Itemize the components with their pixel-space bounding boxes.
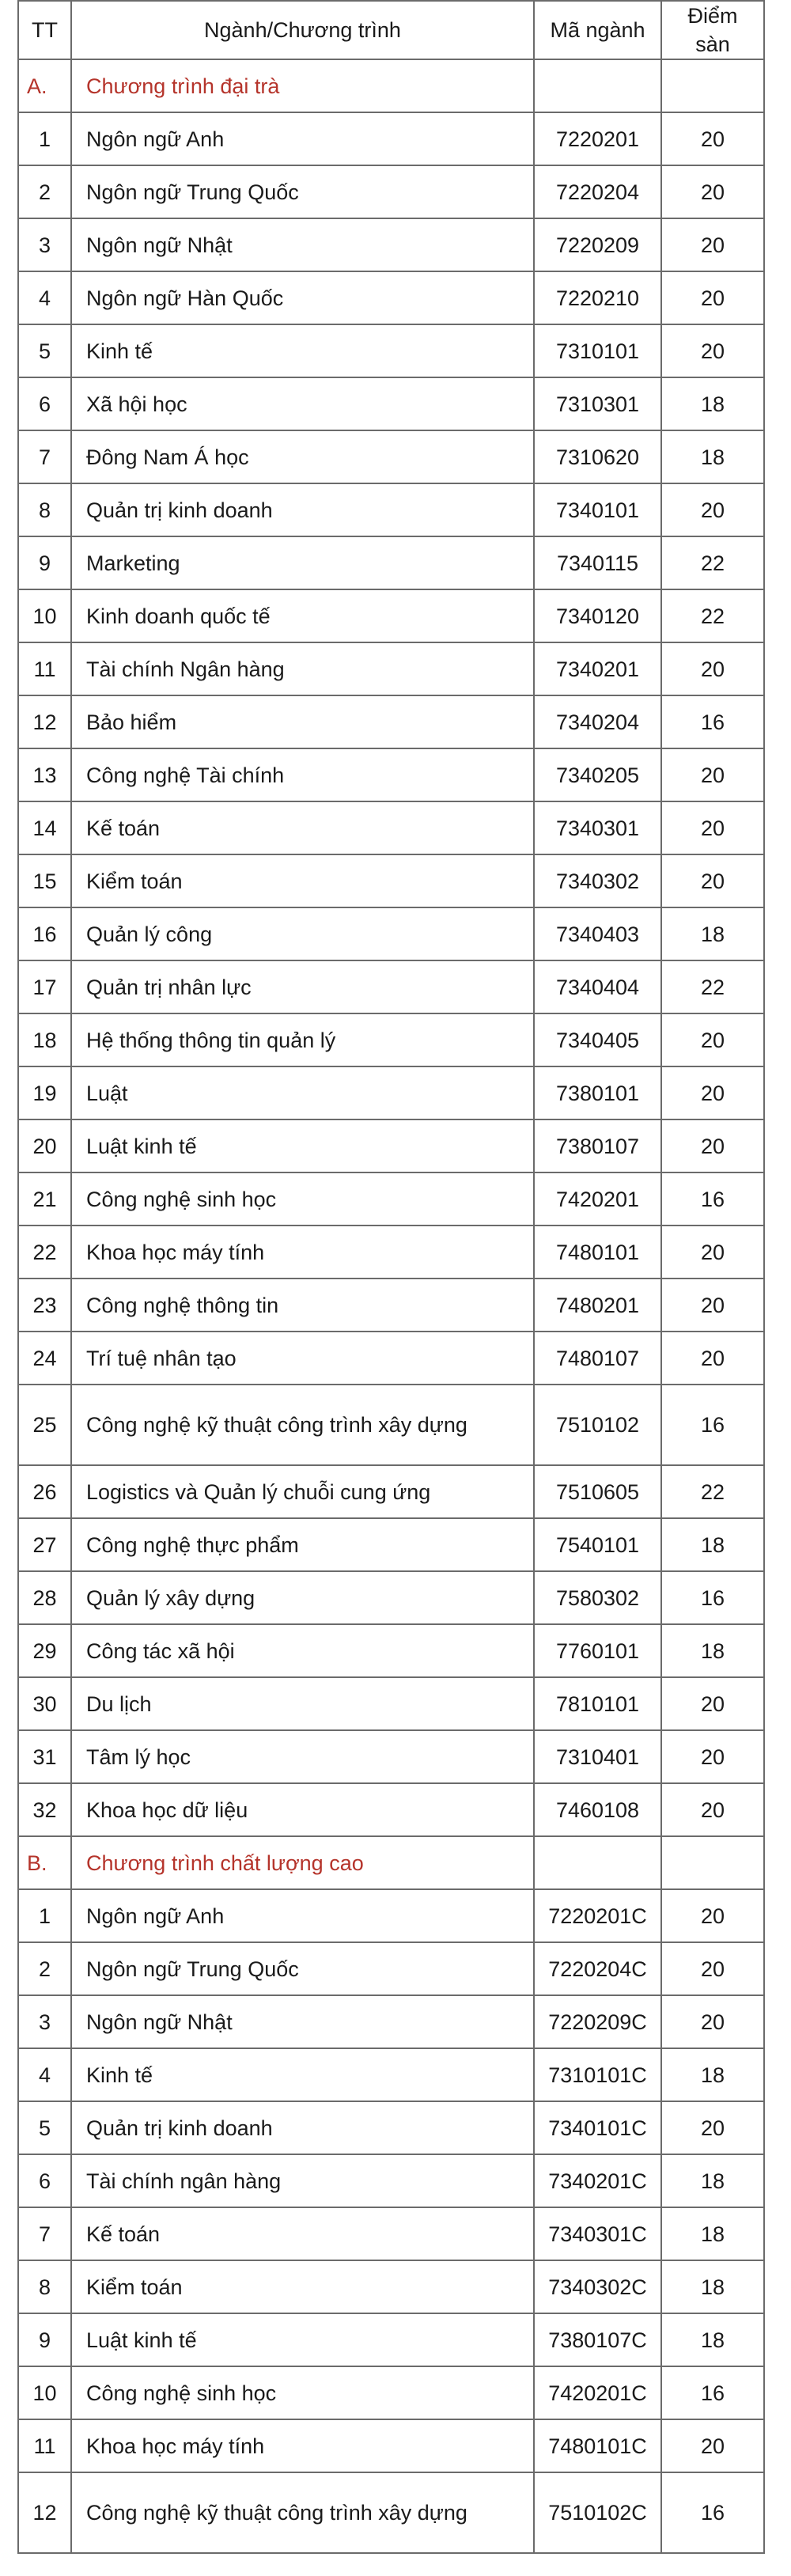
program-name: Khoa học dữ liệu [71, 1783, 534, 1836]
program-code: 7480101 [534, 1225, 661, 1279]
min-score: 18 [661, 2207, 764, 2260]
program-code: 7810101 [534, 1677, 661, 1730]
section-code-empty [534, 59, 661, 112]
program-code: 7420201 [534, 1172, 661, 1225]
program-name: Tài chính ngân hàng [71, 2154, 534, 2207]
min-score: 18 [661, 430, 764, 483]
row-number: 4 [18, 271, 71, 324]
table-row [18, 1119, 764, 1172]
min-score: 20 [661, 1995, 764, 2048]
row-number: 11 [18, 642, 71, 695]
program-name: Ngôn ngữ Nhật [71, 218, 534, 271]
table-row [18, 854, 764, 907]
program-code: 7340204 [534, 695, 661, 748]
program-name: Khoa học máy tính [71, 1225, 534, 1279]
program-name: Kế toán [71, 2207, 534, 2260]
table-row [18, 907, 764, 960]
min-score: 16 [661, 1172, 764, 1225]
min-score: 20 [661, 112, 764, 165]
program-name: Kiểm toán [71, 854, 534, 907]
program-code: 7340201 [534, 642, 661, 695]
program-code: 7480107 [534, 1332, 661, 1385]
row-number: 29 [18, 1624, 71, 1677]
program-code: 7510102 [534, 1385, 661, 1465]
program-name: Hệ thống thông tin quản lý [71, 1013, 534, 1066]
program-name: Ngôn ngữ Anh [71, 1889, 534, 1942]
min-score: 18 [661, 2048, 764, 2101]
row-number: 20 [18, 1119, 71, 1172]
program-code: 7310101C [534, 2048, 661, 2101]
program-name: Đông Nam Á học [71, 430, 534, 483]
min-score: 20 [661, 1677, 764, 1730]
table-row [18, 1730, 764, 1783]
row-number: 18 [18, 1013, 71, 1066]
row-number: 21 [18, 1172, 71, 1225]
table-row [18, 1172, 764, 1225]
min-score: 20 [661, 1225, 764, 1279]
row-number: 19 [18, 1066, 71, 1119]
row-number: 15 [18, 854, 71, 907]
table-row [18, 1624, 764, 1677]
row-number: 14 [18, 801, 71, 854]
program-code: 7480201 [534, 1279, 661, 1332]
score-table [17, 0, 765, 2554]
program-code: 7340115 [534, 536, 661, 589]
table-row [18, 2472, 764, 2553]
table-row [18, 324, 764, 377]
min-score: 20 [661, 801, 764, 854]
table-row [18, 1225, 764, 1279]
row-number: 26 [18, 1465, 71, 1518]
row-number: 10 [18, 589, 71, 642]
min-score: 18 [661, 2313, 764, 2366]
table-row [18, 1066, 764, 1119]
min-score: 20 [661, 218, 764, 271]
program-name: Công nghệ thực phẩm [71, 1518, 534, 1571]
header-code: Mã ngành [534, 1, 661, 59]
program-name: Marketing [71, 536, 534, 589]
row-number: 31 [18, 1730, 71, 1783]
program-name: Kế toán [71, 801, 534, 854]
row-number: 28 [18, 1571, 71, 1624]
program-code: 7220209C [534, 1995, 661, 2048]
program-code: 7510102C [534, 2472, 661, 2553]
program-name: Quản trị nhân lực [71, 960, 534, 1013]
table-row [18, 377, 764, 430]
min-score: 20 [661, 1942, 764, 1995]
min-score: 20 [661, 2101, 764, 2154]
header-row [18, 1, 764, 59]
program-name: Kiểm toán [71, 2260, 534, 2313]
min-score: 20 [661, 1783, 764, 1836]
row-number: 22 [18, 1225, 71, 1279]
program-code: 7340403 [534, 907, 661, 960]
section-title: Chương trình chất lượng cao [71, 1836, 534, 1889]
min-score: 18 [661, 1518, 764, 1571]
program-name: Quản lý xây dựng [71, 1571, 534, 1624]
table-row [18, 430, 764, 483]
min-score: 20 [661, 1730, 764, 1783]
program-code: 7220201C [534, 1889, 661, 1942]
table-row [18, 589, 764, 642]
program-name: Công nghệ thông tin [71, 1279, 534, 1332]
table-row [18, 2048, 764, 2101]
row-number: 24 [18, 1332, 71, 1385]
program-code: 7340205 [534, 748, 661, 801]
program-code: 7380107C [534, 2313, 661, 2366]
program-code: 7510605 [534, 1465, 661, 1518]
table-row [18, 2313, 764, 2366]
program-name: Công nghệ Tài chính [71, 748, 534, 801]
section-label: B. [18, 1836, 71, 1889]
section-title: Chương trình đại trà [71, 59, 534, 112]
row-number: 8 [18, 2260, 71, 2313]
row-number: 5 [18, 324, 71, 377]
program-code: 7340101C [534, 2101, 661, 2154]
program-name: Tâm lý học [71, 1730, 534, 1783]
program-code: 7340120 [534, 589, 661, 642]
program-code: 7220204C [534, 1942, 661, 1995]
program-name: Ngôn ngữ Anh [71, 112, 534, 165]
row-number: 1 [18, 112, 71, 165]
min-score: 20 [661, 483, 764, 536]
program-code: 7340405 [534, 1013, 661, 1066]
table-row [18, 1332, 764, 1385]
min-score: 20 [661, 1332, 764, 1385]
table-row [18, 1465, 764, 1518]
table-row [18, 695, 764, 748]
row-number: 5 [18, 2101, 71, 2154]
program-code: 7220210 [534, 271, 661, 324]
program-code: 7420201C [534, 2366, 661, 2419]
min-score: 20 [661, 1066, 764, 1119]
min-score: 18 [661, 1624, 764, 1677]
row-number: 17 [18, 960, 71, 1013]
row-number: 3 [18, 1995, 71, 2048]
table-row [18, 1889, 764, 1942]
program-name: Ngôn ngữ Nhật [71, 1995, 534, 2048]
row-number: 1 [18, 1889, 71, 1942]
program-name: Công nghệ kỹ thuật công trình xây dựng [71, 2472, 534, 2553]
min-score: 22 [661, 536, 764, 589]
admission-score-sheet [17, 0, 763, 2554]
table-row [18, 2101, 764, 2154]
row-number: 12 [18, 2472, 71, 2553]
program-code: 7580302 [534, 1571, 661, 1624]
min-score: 16 [661, 2472, 764, 2553]
program-code: 7310101 [534, 324, 661, 377]
min-score: 20 [661, 642, 764, 695]
program-name: Ngôn ngữ Hàn Quốc [71, 271, 534, 324]
section-score-empty [661, 59, 764, 112]
min-score: 20 [661, 165, 764, 218]
program-name: Xã hội học [71, 377, 534, 430]
min-score: 20 [661, 1013, 764, 1066]
table-row [18, 165, 764, 218]
min-score: 16 [661, 695, 764, 748]
table-row [18, 2260, 764, 2313]
program-name: Ngôn ngữ Trung Quốc [71, 1942, 534, 1995]
program-name: Trí tuệ nhân tạo [71, 1332, 534, 1385]
table-row [18, 1995, 764, 2048]
program-name: Quản trị kinh doanh [71, 2101, 534, 2154]
min-score: 18 [661, 2260, 764, 2313]
row-number: 12 [18, 695, 71, 748]
table-row [18, 2207, 764, 2260]
table-row [18, 1518, 764, 1571]
program-code: 7540101 [534, 1518, 661, 1571]
row-number: 10 [18, 2366, 71, 2419]
table-row [18, 1942, 764, 1995]
program-code: 7380101 [534, 1066, 661, 1119]
table-row [18, 536, 764, 589]
program-code: 7460108 [534, 1783, 661, 1836]
min-score: 20 [661, 324, 764, 377]
program-name: Khoa học máy tính [71, 2419, 534, 2472]
min-score: 20 [661, 1889, 764, 1942]
table-row [18, 1279, 764, 1332]
row-number: 11 [18, 2419, 71, 2472]
row-number: 8 [18, 483, 71, 536]
program-code: 7310301 [534, 377, 661, 430]
program-code: 7220209 [534, 218, 661, 271]
row-number: 30 [18, 1677, 71, 1730]
table-row [18, 1677, 764, 1730]
program-name: Du lịch [71, 1677, 534, 1730]
program-code: 7340301 [534, 801, 661, 854]
row-number: 6 [18, 2154, 71, 2207]
min-score: 20 [661, 2419, 764, 2472]
table-row [18, 112, 764, 165]
min-score: 20 [661, 748, 764, 801]
min-score: 22 [661, 589, 764, 642]
program-name: Bảo hiểm [71, 695, 534, 748]
program-name: Công nghệ sinh học [71, 1172, 534, 1225]
program-name: Quản lý công [71, 907, 534, 960]
program-name: Công nghệ sinh học [71, 2366, 534, 2419]
program-name: Luật kinh tế [71, 2313, 534, 2366]
program-name: Logistics và Quản lý chuỗi cung ứng [71, 1465, 534, 1518]
min-score: 22 [661, 960, 764, 1013]
program-name: Ngôn ngữ Trung Quốc [71, 165, 534, 218]
section-row [18, 59, 764, 112]
program-code: 7340301C [534, 2207, 661, 2260]
row-number: 2 [18, 1942, 71, 1995]
table-row [18, 748, 764, 801]
row-number: 27 [18, 1518, 71, 1571]
min-score: 16 [661, 1385, 764, 1465]
program-code: 7760101 [534, 1624, 661, 1677]
row-number: 6 [18, 377, 71, 430]
program-name: Luật [71, 1066, 534, 1119]
row-number: 16 [18, 907, 71, 960]
table-body [18, 59, 764, 2553]
min-score: 20 [661, 271, 764, 324]
table-row [18, 218, 764, 271]
table-row [18, 2154, 764, 2207]
section-row [18, 1836, 764, 1889]
min-score: 20 [661, 854, 764, 907]
row-number: 23 [18, 1279, 71, 1332]
min-score: 20 [661, 1279, 764, 1332]
row-number: 7 [18, 430, 71, 483]
table-row [18, 1013, 764, 1066]
table-row [18, 271, 764, 324]
header-name: Ngành/Chương trình [71, 1, 534, 59]
header-score: Điểm sàn [661, 1, 764, 59]
row-number: 25 [18, 1385, 71, 1465]
program-code: 7310620 [534, 430, 661, 483]
section-code-empty [534, 1836, 661, 1889]
program-name: Kinh tế [71, 324, 534, 377]
program-code: 7380107 [534, 1119, 661, 1172]
row-number: 9 [18, 2313, 71, 2366]
table-header [18, 1, 764, 59]
program-name: Kinh tế [71, 2048, 534, 2101]
row-number: 9 [18, 536, 71, 589]
program-name: Công tác xã hội [71, 1624, 534, 1677]
program-code: 7220204 [534, 165, 661, 218]
table-row [18, 1571, 764, 1624]
min-score: 22 [661, 1465, 764, 1518]
program-name: Kinh doanh quốc tế [71, 589, 534, 642]
program-code: 7340404 [534, 960, 661, 1013]
table-row [18, 1783, 764, 1836]
table-row [18, 960, 764, 1013]
min-score: 20 [661, 1119, 764, 1172]
section-label: A. [18, 59, 71, 112]
program-name: Công nghệ kỹ thuật công trình xây dựng [71, 1385, 534, 1465]
min-score: 18 [661, 377, 764, 430]
table-row [18, 2419, 764, 2472]
program-code: 7340302 [534, 854, 661, 907]
row-number: 3 [18, 218, 71, 271]
table-row [18, 483, 764, 536]
table-row [18, 642, 764, 695]
section-score-empty [661, 1836, 764, 1889]
program-name: Luật kinh tế [71, 1119, 534, 1172]
min-score: 18 [661, 2154, 764, 2207]
table-row [18, 1385, 764, 1465]
header-tt: TT [18, 1, 71, 59]
program-code: 7480101C [534, 2419, 661, 2472]
row-number: 7 [18, 2207, 71, 2260]
program-code: 7340201C [534, 2154, 661, 2207]
program-name: Tài chính Ngân hàng [71, 642, 534, 695]
min-score: 18 [661, 907, 764, 960]
program-name: Quản trị kinh doanh [71, 483, 534, 536]
min-score: 16 [661, 1571, 764, 1624]
row-number: 32 [18, 1783, 71, 1836]
row-number: 13 [18, 748, 71, 801]
program-code: 7220201 [534, 112, 661, 165]
program-code: 7340302C [534, 2260, 661, 2313]
min-score: 16 [661, 2366, 764, 2419]
row-number: 2 [18, 165, 71, 218]
row-number: 4 [18, 2048, 71, 2101]
table-row [18, 801, 764, 854]
program-code: 7310401 [534, 1730, 661, 1783]
program-code: 7340101 [534, 483, 661, 536]
table-row [18, 2366, 764, 2419]
